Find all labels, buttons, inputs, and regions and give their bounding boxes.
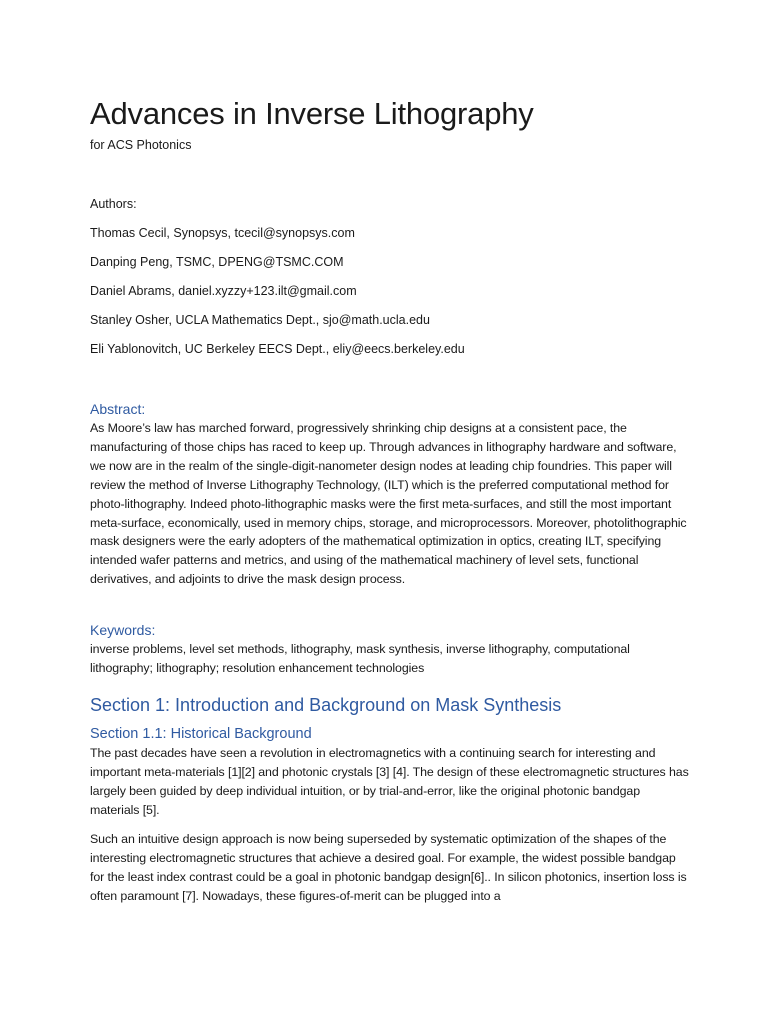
- body-paragraph: Such an intuitive design approach is now being superseded by systematic optimization of the shapes of the interesting electromagnetic structures that achieve a desired goal. For example, the widest possible bandgap for the least index contrast could be a goal in photonic bandgap design[6].. In silicon photonics, insertion loss is often paramount [7]. Nowadays, these figures-of-merit can be plugged into a: [90, 832, 687, 903]
- paper-title: Advances in Inverse Lithography: [90, 96, 534, 131]
- author-entry: Eli Yablonovitch, UC Berkeley EECS Dept., eliy@eecs.berkeley.edu: [90, 342, 465, 356]
- author-entry: Daniel Abrams, daniel.xyzzy+123.ilt@gmail.com: [90, 284, 357, 298]
- author-entry: Stanley Osher, UCLA Mathematics Dept., sjo@math.ucla.edu: [90, 313, 430, 327]
- subsection-heading: Section 1.1: Historical Background: [90, 726, 312, 742]
- section-heading: Section 1: Introduction and Background on Mask Synthesis: [90, 695, 562, 715]
- author-entry: Danping Peng, TSMC, DPENG@TSMC.COM: [90, 255, 344, 269]
- body-paragraph: The past decades have seen a revolution in electromagnetics with a continuing search for interesting and important meta-materials [1][2] and photonic crystals [3] [4]. The design of these electromagnetic structures has largely been guided by deep individual intuition, or by trial-and-error, like the original photonic bandgap materials [5].: [90, 746, 689, 817]
- abstract-heading: Abstract:: [90, 401, 146, 417]
- author-entry: Thomas Cecil, Synopsys, tcecil@synopsys.com: [90, 226, 355, 240]
- paper-subtitle: for ACS Photonics: [90, 138, 192, 152]
- authors-list: [90, 226, 465, 371]
- keywords-heading: Keywords:: [90, 622, 156, 638]
- keywords-text: inverse problems, level set methods, lithography, mask synthesis, inverse lithography, computational lithography; lithography; resolution enhancement technologies: [90, 642, 630, 675]
- authors-heading: Authors:: [90, 197, 137, 211]
- abstract-text: As Moore’s law has marched forward, progressively shrinking chip designs at a consistent pace, the manufacturing of those chips has raced to keep up. Through advances in lithography hardware and software, we now are in the realm of the single-digit-nanometer design nodes at leading chip foundries. This paper will review the method of Inverse Lithography Technology, (ILT) which is the preferred computational method for photo-lithography. Indeed photo-lithographic masks were the first meta-surfaces, and still the most important meta-surface, economically, used in memory chips, storage, and microprocessors. Moreover, photolithographic mask designers were the early adopters of the mathematical optimization in optics, creating ILT, specifying intended wafer patterns and metrics, and using of the mathematical machinery of level sets, functional derivatives, and adjoints to drive the mask design process.: [90, 421, 687, 587]
